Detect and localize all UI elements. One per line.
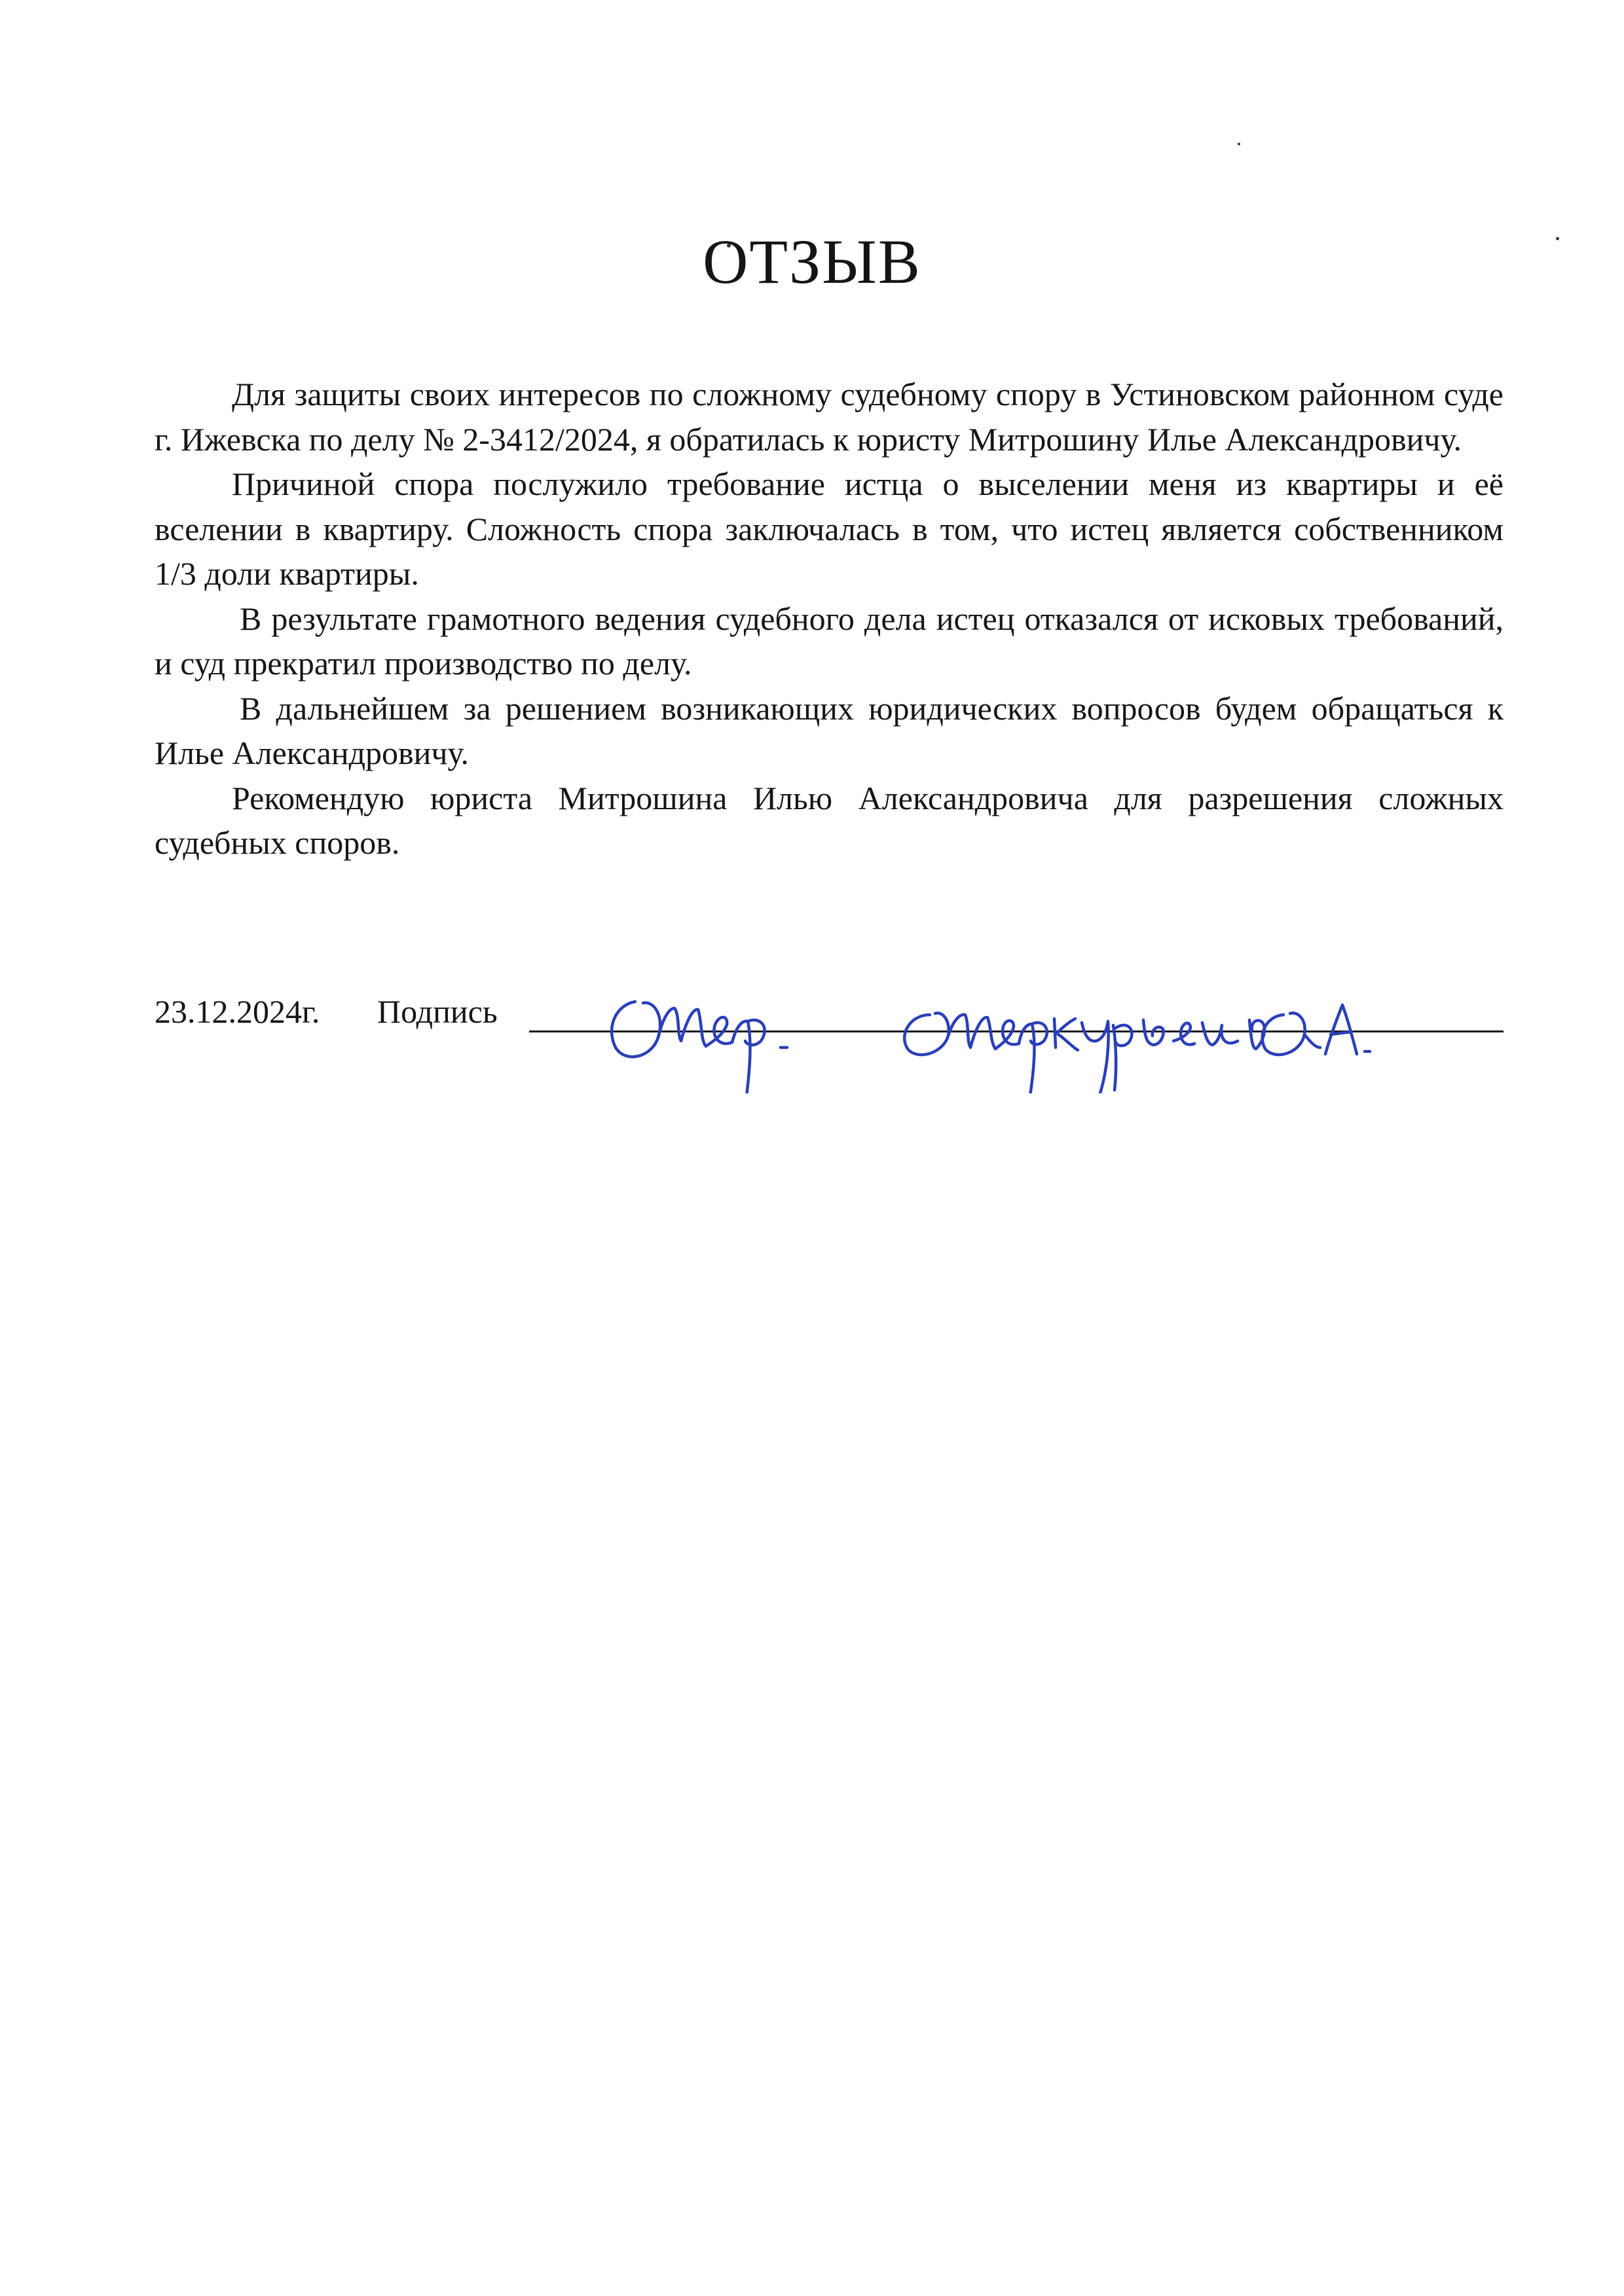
paragraph-1: Для защиты своих интересов по сложному судебному спору в Устиновском районном суде г. Ижевска по делу № 2-3412/2024, я обратилась к юристу Митрошину Илье Александровичу.: [155, 376, 1504, 458]
document-body: [155, 372, 1504, 866]
handwritten-signature: [589, 943, 1414, 1093]
document-title: ОТЗЫВ: [703, 227, 921, 297]
scan-speck: [1238, 143, 1240, 145]
signature-label: Подпись: [377, 993, 498, 1030]
paragraph-2: Причиной спора послужило требование истца о выселении меня из квартиры и её вселении в квартиру. Сложность спора заключалась в том, что истец является собственником 1/3 доли квартиры.: [155, 465, 1504, 592]
paragraph-5: Рекомендую юриста Митрошина Илью Александровича для разрешения сложных судебных споров.: [155, 779, 1504, 861]
paragraph-3: В результате грамотного ведения судебного дела истец отказался от исковых требований, и суд прекратил производство по делу.: [155, 600, 1504, 682]
signature-date: 23.12.2024г.: [155, 993, 320, 1030]
paragraph-4: В дальнейшем за решением возникающих юридических вопросов будем обращаться к Илье Александровичу.: [155, 689, 1504, 771]
